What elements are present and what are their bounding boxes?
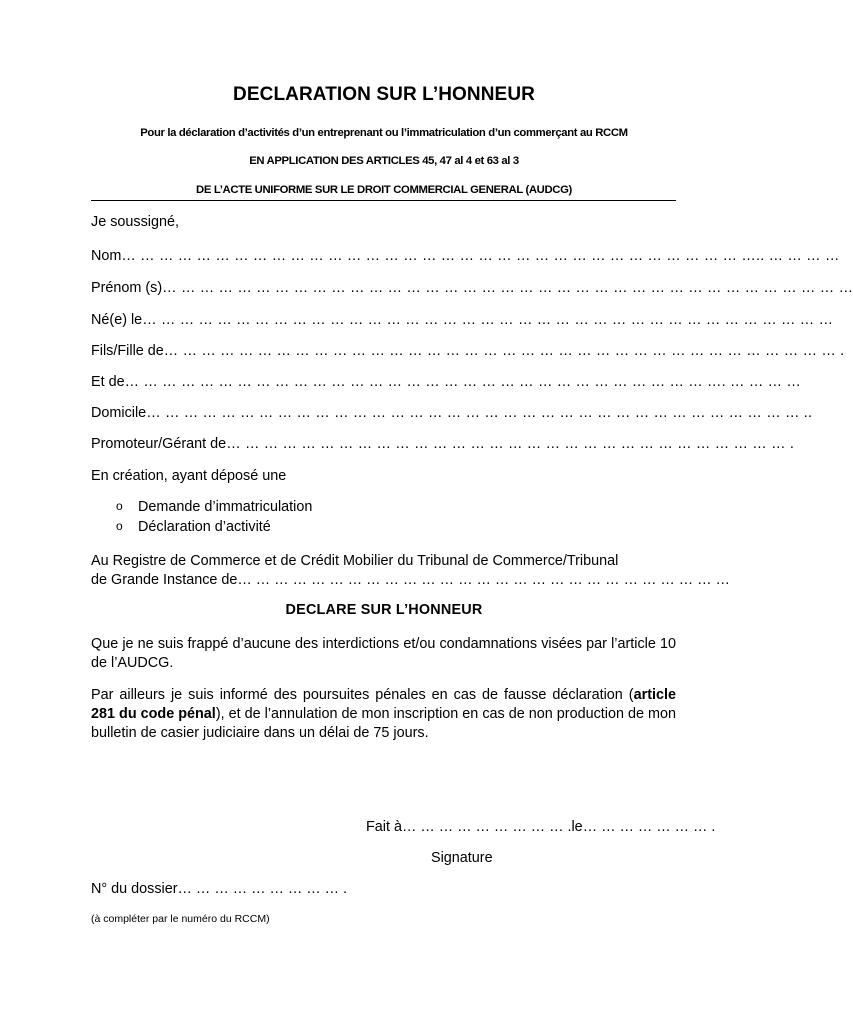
field-nom-label: Nom: [91, 248, 122, 264]
code-penal-reference: article 281 du code pénal: [91, 687, 676, 722]
field-prenom-dots: … … … … … … … … … … … … … … … … … … … … … … … … … … … … … … … … … … … … …: [162, 280, 853, 296]
subtitle-articles: EN APPLICATION DES ARTICLES 45, 47 al 4 et 63 al 3: [249, 155, 519, 167]
header-rule: [91, 200, 676, 201]
option-bullet: o: [116, 499, 123, 513]
signature-label: Signature: [431, 850, 493, 866]
creation-text: En création, ayant déposé une: [91, 468, 287, 484]
field-promoteur-label: Promoteur/Gérant de: [91, 436, 227, 452]
field-naissance-label: Né(e) le: [91, 312, 143, 328]
field-nom-dots: … … … … … … … … … … … … … … … … … … … … … … … … … … … … … … … … … ….. … … … …: [121, 248, 840, 264]
paragraph-poursuites-start: Par ailleurs je suis informé des poursuites pénales en cas de fausse déclaration (: [91, 687, 634, 703]
field-domicile: [91, 405, 813, 421]
registre-line-2: de Grande Instance de… … … … … … … … … … … … … … … … … … … … … … … … … … …: [91, 572, 730, 588]
field-domicile-label: Domicile: [91, 405, 147, 421]
option-bullet: o: [116, 519, 123, 533]
dossier-note: (à compléter par le numéro du RCCM): [91, 913, 270, 925]
option-declaration-activite: [116, 519, 271, 535]
field-filiation-pere-label: Fils/Fille de: [91, 343, 164, 359]
field-filiation-mere-label: Et de: [91, 374, 125, 390]
field-prenom: [91, 280, 853, 296]
field-naissance-dots: … … … … … … … … … … … … … … … … … … … … … … … … … … … … … … … … … … … … …: [142, 312, 834, 328]
option-immatriculation-label: Demande d’immatriculation: [138, 499, 313, 515]
paragraph-poursuites-end: ), et de l’annulation de mon inscription en cas de non production de mon bulletin de casier judiciaire dans un délai de 75 jours.: [91, 706, 676, 741]
field-filiation-pere: [91, 343, 845, 359]
paragraph-poursuites: [91, 686, 676, 743]
document-title: DECLARATION SUR L’HONNEUR: [233, 84, 535, 105]
paragraph-interdictions: Que je ne suis frappé d’aucune des interdictions et/ou condamnations visées par l’article 10 de l’AUDCG.: [91, 636, 676, 671]
field-domicile-dots: … … … … … … … … … … … … … … … … … … … … … … … … … … … … … … … … … … … ..: [146, 405, 813, 421]
field-nom: [91, 248, 840, 264]
registre-line-1: Au Registre de Commerce et de Crédit Mobilier du Tribunal de Commerce/Tribunal: [91, 553, 619, 569]
option-declaration-activite-label: Déclaration d’activité: [138, 519, 271, 535]
field-filiation-mere-dots: … … … … … … … … … … … … … … … … … … … … … … … … … … … … … … … …. … … … …: [124, 374, 802, 390]
field-filiation-mere: [91, 374, 802, 390]
subtitle-audcg: DE L’ACTE UNIFORME SUR LE DROIT COMMERCIAL GENERAL (AUDCG): [196, 184, 572, 196]
option-immatriculation: [116, 499, 312, 515]
declare-heading: DECLARE SUR L’HONNEUR: [285, 602, 483, 618]
subtitle-purpose: Pour la déclaration d’activités d’un entreprenant ou l’immatriculation d’un commerçant au RCCM: [140, 127, 628, 139]
intro-text: Je soussigné,: [91, 214, 179, 230]
field-prenom-label: Prénom (s): [91, 280, 163, 296]
dossier-number-line: N° du dossier… … … … … … … … … .: [91, 881, 348, 897]
fait-a-line: Fait à… … … … … … … … … .le… … … … … … … .: [366, 819, 716, 835]
field-filiation-pere-dots: … … … … … … … … … … … … … … … … … … … … … … … … … … … … … … … … … … … … .: [163, 343, 845, 359]
field-promoteur-dots: … … … … … … … … … … … … … … … … … … … … … … … … … … … … … … .: [226, 436, 795, 452]
field-naissance: [91, 312, 834, 328]
field-promoteur: [91, 436, 795, 452]
